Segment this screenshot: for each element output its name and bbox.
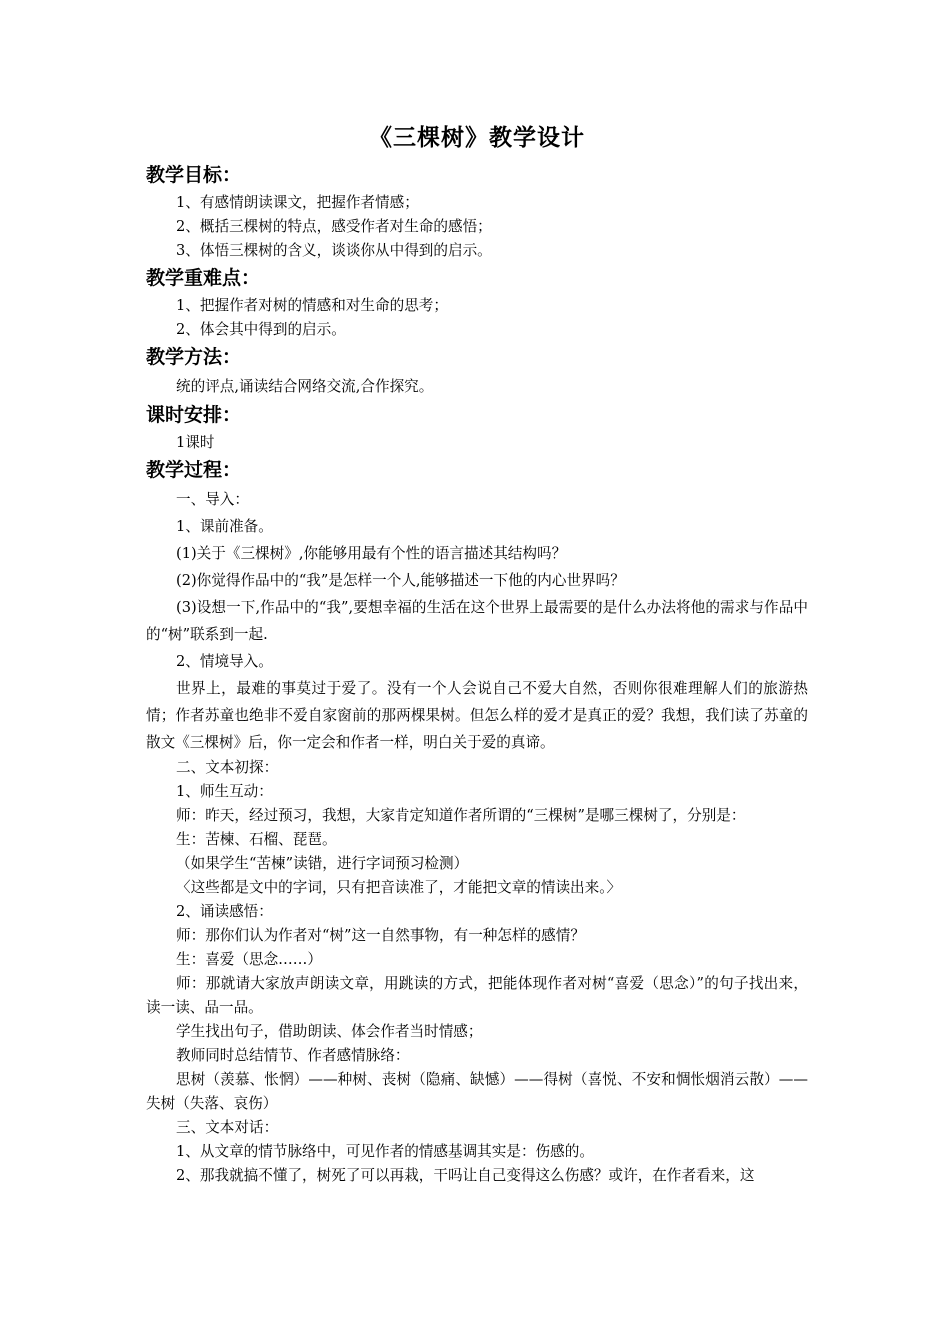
paragraph: 师：那你们认为作者对“树”这一自然事物，有一种怎样的感情？ <box>176 927 585 944</box>
paragraph: 2、概括三棵树的特点，感受作者对生命的感悟； <box>176 218 492 235</box>
paragraph: 二、文本初探： <box>176 759 279 776</box>
paragraph: 2、体会其中得到的启示。 <box>176 321 346 338</box>
paragraph: 3、体悟三棵树的含义，谈谈你从中得到的启示。 <box>176 242 492 259</box>
paragraph: 1、把握作者对树的情感和对生命的思考； <box>176 297 448 314</box>
paragraph: 1、师生互动： <box>176 783 273 800</box>
paragraph: 师：昨天，经过预习，我想，大家肯定知道作者所谓的“三棵树”是哪三棵树了，分别是： <box>176 807 746 824</box>
paragraph: 生：喜爱（思念……） <box>176 951 322 968</box>
paragraph: 1、从文章的情节脉络中，可见作者的情感基调其实是：伤感的。 <box>176 1143 594 1160</box>
paragraph: 2、诵读感悟： <box>176 903 273 920</box>
section-heading-schedule: 课时安排： <box>146 404 242 426</box>
paragraph: (2)你觉得作品中的“我”是怎样一个人,能够描述一下他的内心世界吗？ <box>176 572 625 589</box>
section-heading-methods: 教学方法： <box>146 346 242 368</box>
paragraph: 世界上，最难的事莫过于爱了。没有一个人会说自己不爱大自然，否则你很难理解人们的旅游热情；作者苏童也绝非不爱自家窗前的那两棵果树。但怎么样的爱才是真正的爱？我想，我们读了苏童的散文《三棵树》后，你一定会和作者一样，明白关于爱的真谛。 <box>146 680 808 751</box>
section-heading-objectives: 教学目标： <box>146 164 242 186</box>
paragraph: 生：苦楝、石榴、琵琶。 <box>176 831 337 848</box>
paragraph: 1课时 <box>176 434 215 451</box>
paragraph: 〈这些都是文中的字词，只有把音读准了，才能把文章的情读出来。〉 <box>176 879 622 896</box>
paragraph: 三、文本对话： <box>176 1119 279 1136</box>
paragraph: 教师同时总结情节、作者感情脉络： <box>176 1047 410 1064</box>
paragraph: 1、有感情朗读课文，把握作者情感； <box>176 194 419 211</box>
paragraph: (3)设想一下,作品中的“我”,要想幸福的生活在这个世界上最需要的是什么办法将他的需求与作品中的“树”联系到一起. <box>146 599 808 643</box>
paragraph: 思树（羡慕、怅惘）——种树、丧树（隐痛、缺憾）——得树（喜悦、不安和惆怅烟消云散）——失树（失落、哀伤） <box>146 1071 808 1112</box>
paragraph: 学生找出句子，借助朗读、体会作者当时情感； <box>176 1023 483 1040</box>
paragraph: 2、那我就搞不懂了，树死了可以再栽，干吗让自己变得这么伤感？或许，在作者看来，这 <box>176 1167 755 1184</box>
section-heading-key-points: 教学重难点： <box>146 267 261 289</box>
paragraph: （如果学生“苦楝”读错，进行字词预习检测） <box>176 855 469 872</box>
paragraph: 一、导入： <box>176 491 249 508</box>
paragraph: 1、课前准备。 <box>176 518 273 535</box>
paragraph: 2、情境导入。 <box>176 653 273 670</box>
paragraph: 统的评点,诵读结合网络交流,合作探究。 <box>176 378 434 395</box>
document-page <box>146 120 808 1188</box>
section-heading-process: 教学过程： <box>146 459 242 481</box>
document-title: 《三棵树》教学设计 <box>369 124 585 151</box>
paragraph: 师：那就请大家放声朗读文章，用跳读的方式，把能体现作者对树“喜爱（思念）”的句子找出来，读一读、品一品。 <box>146 975 808 1016</box>
paragraph: (1)关于《三棵树》,你能够用最有个性的语言描述其结构吗？ <box>176 545 567 562</box>
